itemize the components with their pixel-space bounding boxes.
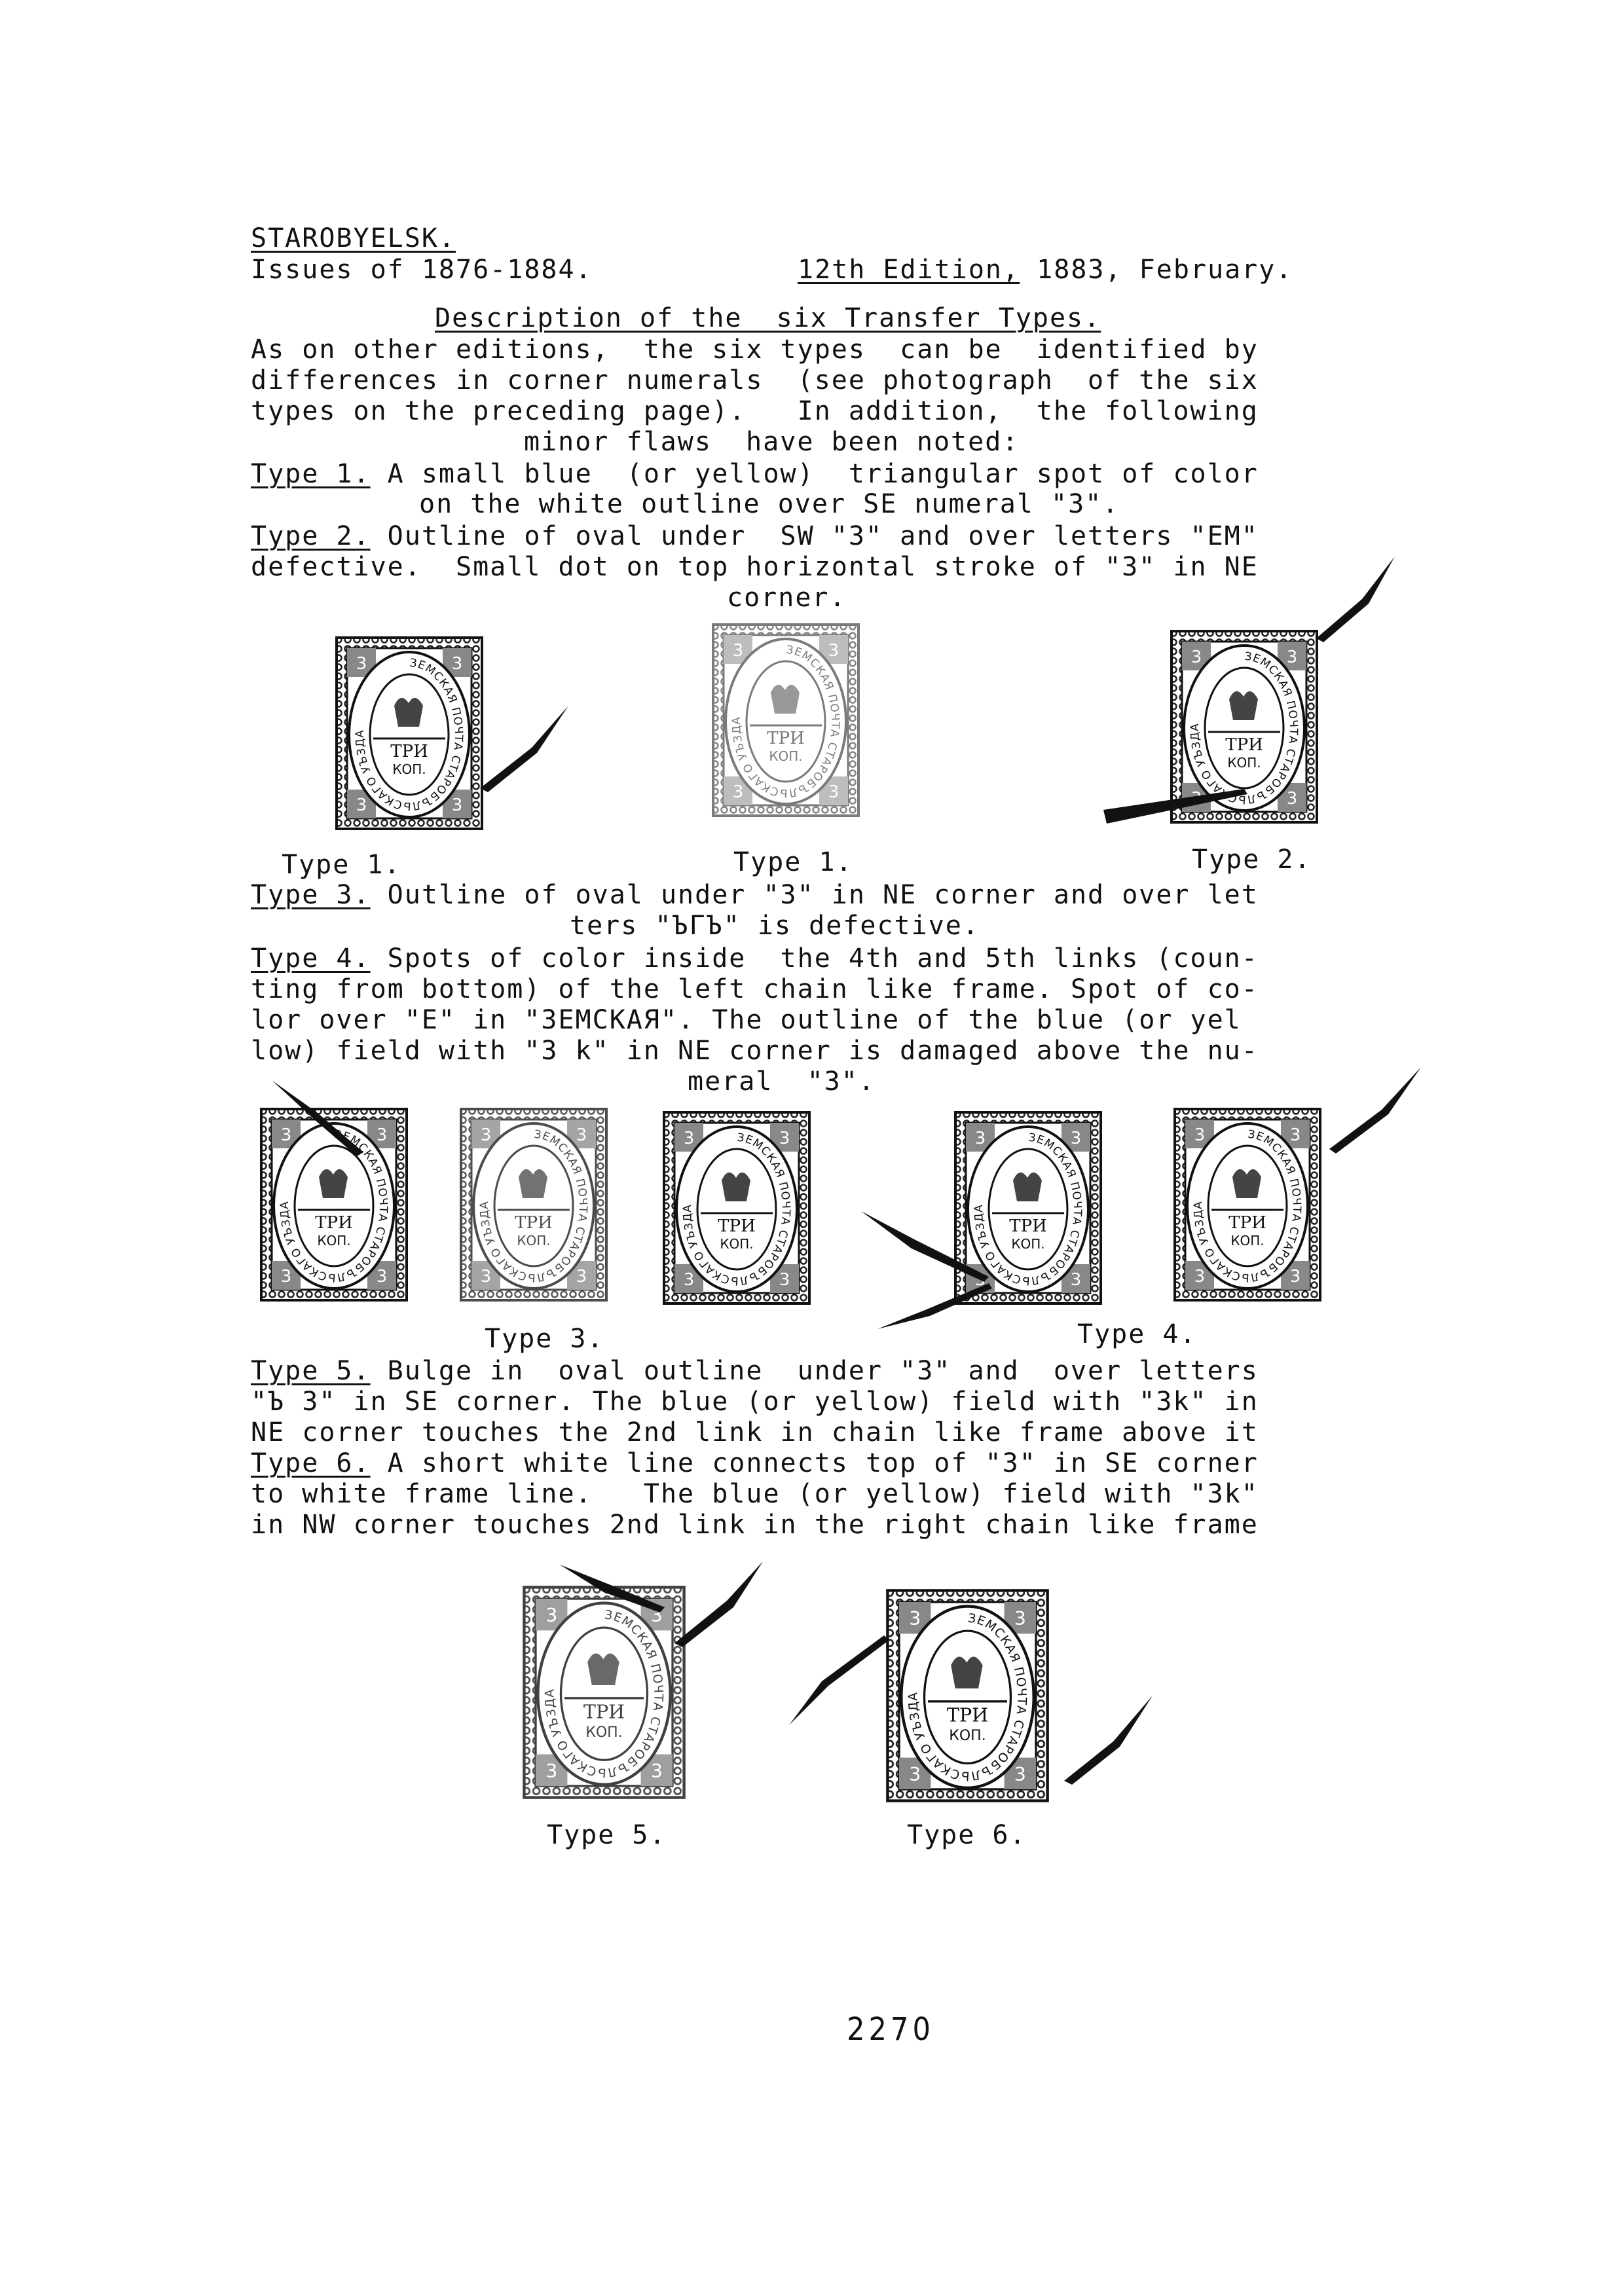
type4-line: low) field with "3 k" in NE corner is damaged above the nu-	[251, 1036, 1259, 1066]
pointer-wedge	[1064, 1696, 1153, 1785]
type2-text: Outline of oval under SW "3" and over letters "EM"	[370, 521, 1259, 551]
pointer-wedge	[1316, 556, 1395, 642]
type3-label: Type 3.	[251, 880, 371, 910]
page-number: 2270	[847, 2011, 934, 2048]
section-title: Description of the six Transfer Types.	[435, 303, 1101, 333]
type4-line: ting from bottom) of the left chain like frame. Spot of co-	[251, 974, 1259, 1004]
type3-cont: ters "ЪГЪ" is defective.	[570, 911, 980, 941]
pointer-wedge	[789, 1635, 889, 1725]
type5-line: NE corner touches the 2nd link in chain like frame above it	[251, 1417, 1259, 1448]
pointer-wedge	[1329, 1067, 1421, 1154]
page-title: STAROBYELSK.	[251, 223, 456, 253]
pointer-wedge	[560, 1565, 665, 1613]
type5-label: Type 5.	[251, 1356, 371, 1386]
issues-text: Issues of 1876-1884.	[251, 255, 593, 285]
type2-label: Type 2.	[251, 521, 371, 551]
type6-line: to white frame line. The blue (or yellow) field with "3k"	[251, 1479, 1259, 1509]
type1-text: A small blue (or yellow) triangular spot of color	[370, 459, 1259, 489]
caption-type4: Type 4.	[1077, 1319, 1197, 1349]
type4-label: Type 4.	[251, 943, 371, 974]
type2-line2: defective. Small dot on top horizontal stroke of "3" in NE	[251, 552, 1259, 582]
pointer-wedge	[1103, 789, 1247, 824]
pointer-wedge	[674, 1561, 763, 1647]
type3-text: Outline of oval under "3" in NE corner and over let	[370, 880, 1259, 910]
pointer-wedge	[877, 1283, 992, 1329]
edition-date: 1883, February.	[1020, 255, 1293, 285]
caption-type1-b: Type 1.	[733, 847, 853, 877]
intro-line: minor flaws have been noted:	[524, 427, 1020, 457]
type5-line: "Ъ 3" in SE corner. The blue (or yellow) field with "3k" in	[251, 1387, 1259, 1417]
type6-line: in NW corner touches 2nd link in the right chain like frame	[251, 1510, 1259, 1540]
type1-cont: on the white outline over SE numeral "3".	[419, 489, 1120, 519]
pointer-wedge	[480, 706, 568, 792]
caption-type2: Type 2.	[1192, 845, 1312, 875]
intro-line: differences in corner numerals (see photograph of the six	[251, 365, 1259, 395]
caption-type3: Type 3.	[485, 1324, 604, 1354]
intro-line: types on the preceding page). In addition, the following	[251, 396, 1259, 426]
type4-cont: meral "3".	[688, 1066, 876, 1097]
type6-label: Type 6.	[251, 1448, 371, 1478]
caption-type1-a: Type 1.	[282, 850, 401, 880]
type4-text: Spots of color inside the 4th and 5th links (coun-	[370, 943, 1259, 974]
pointer-wedge	[861, 1211, 989, 1282]
type1-label: Type 1.	[251, 459, 371, 489]
type6-text: A short white line connects top of "3" in SE corner	[370, 1448, 1259, 1478]
caption-type6: Type 6.	[907, 1820, 1027, 1850]
type2-cont: corner.	[727, 583, 847, 613]
intro-line: As on other editions, the six types can be identified by	[251, 335, 1259, 365]
edition-label: 12th Edition,	[798, 255, 1020, 285]
pointer-wedge	[272, 1080, 363, 1156]
type5-text: Bulge in oval outline under "3" and over letters	[370, 1356, 1259, 1386]
type4-line: lor over "E" in "ЗЕМСКАЯ". The outline of the blue (or yel	[251, 1005, 1242, 1035]
caption-type5: Type 5.	[547, 1820, 667, 1850]
